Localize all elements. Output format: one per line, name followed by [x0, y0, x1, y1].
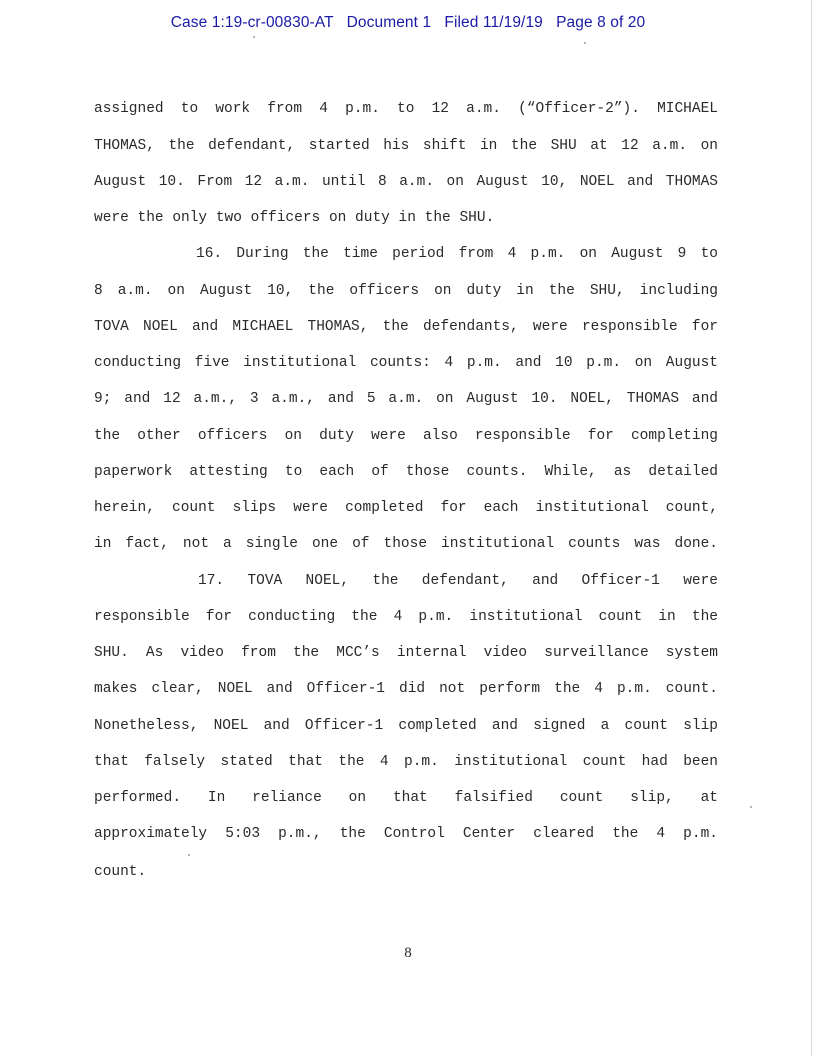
- case-header: Case 1:19-cr-00830-AT Document 1 Filed 11/19/19 Page 8 of 20: [170, 14, 646, 31]
- body-line: approximately 5:03 p.m., the Control Center cleared the 4 p.m.: [94, 826, 718, 842]
- body-line: were the only two officers on duty in the SHU.: [94, 210, 495, 226]
- page-edge-divider: [811, 0, 812, 1056]
- body-line: the other officers on duty were also responsible for completing: [94, 428, 718, 444]
- body-line: paperwork attesting to each of those counts. While, as detailed: [94, 464, 718, 480]
- scan-speck: [188, 854, 190, 856]
- body-line: that falsely stated that the 4 p.m. institutional count had been: [94, 754, 718, 770]
- scan-speck: [584, 42, 586, 44]
- body-line: Nonetheless, NOEL and Officer-1 completed and signed a count slip: [94, 718, 718, 734]
- body-line: in fact, not a single one of those institutional counts was done.: [94, 536, 718, 552]
- body-line: THOMAS, the defendant, started his shift in the SHU at 12 a.m. on: [94, 138, 718, 154]
- scan-speck: [750, 806, 752, 808]
- scan-speck: [253, 36, 255, 38]
- paragraph-16-first-line: 16. During the time period from 4 p.m. on August 9 to: [196, 246, 718, 262]
- body-line: TOVA NOEL and MICHAEL THOMAS, the defendants, were responsible for: [94, 319, 718, 335]
- body-line: 9; and 12 a.m., 3 a.m., and 5 a.m. on August 10. NOEL, THOMAS and: [94, 391, 718, 407]
- page-number: 8: [404, 945, 412, 961]
- paragraph-17-first-line: 17. TOVA NOEL, the defendant, and Officer-1 were: [198, 573, 718, 589]
- body-line: performed. In reliance on that falsified count slip, at: [94, 790, 718, 806]
- body-line: makes clear, NOEL and Officer-1 did not perform the 4 p.m. count.: [94, 681, 718, 697]
- body-line: August 10. From 12 a.m. until 8 a.m. on August 10, NOEL and THOMAS: [94, 174, 718, 190]
- body-line: herein, count slips were completed for each institutional count,: [94, 500, 718, 516]
- body-line: 8 a.m. on August 10, the officers on duty in the SHU, including: [94, 283, 718, 299]
- body-line: conducting five institutional counts: 4 p.m. and 10 p.m. on August: [94, 355, 718, 371]
- body-line: responsible for conducting the 4 p.m. institutional count in the: [94, 609, 718, 625]
- body-line: count.: [94, 864, 147, 880]
- body-line: assigned to work from 4 p.m. to 12 a.m. (“Officer-2”). MICHAEL: [94, 101, 718, 117]
- body-line: SHU. As video from the MCC’s internal video surveillance system: [94, 645, 718, 661]
